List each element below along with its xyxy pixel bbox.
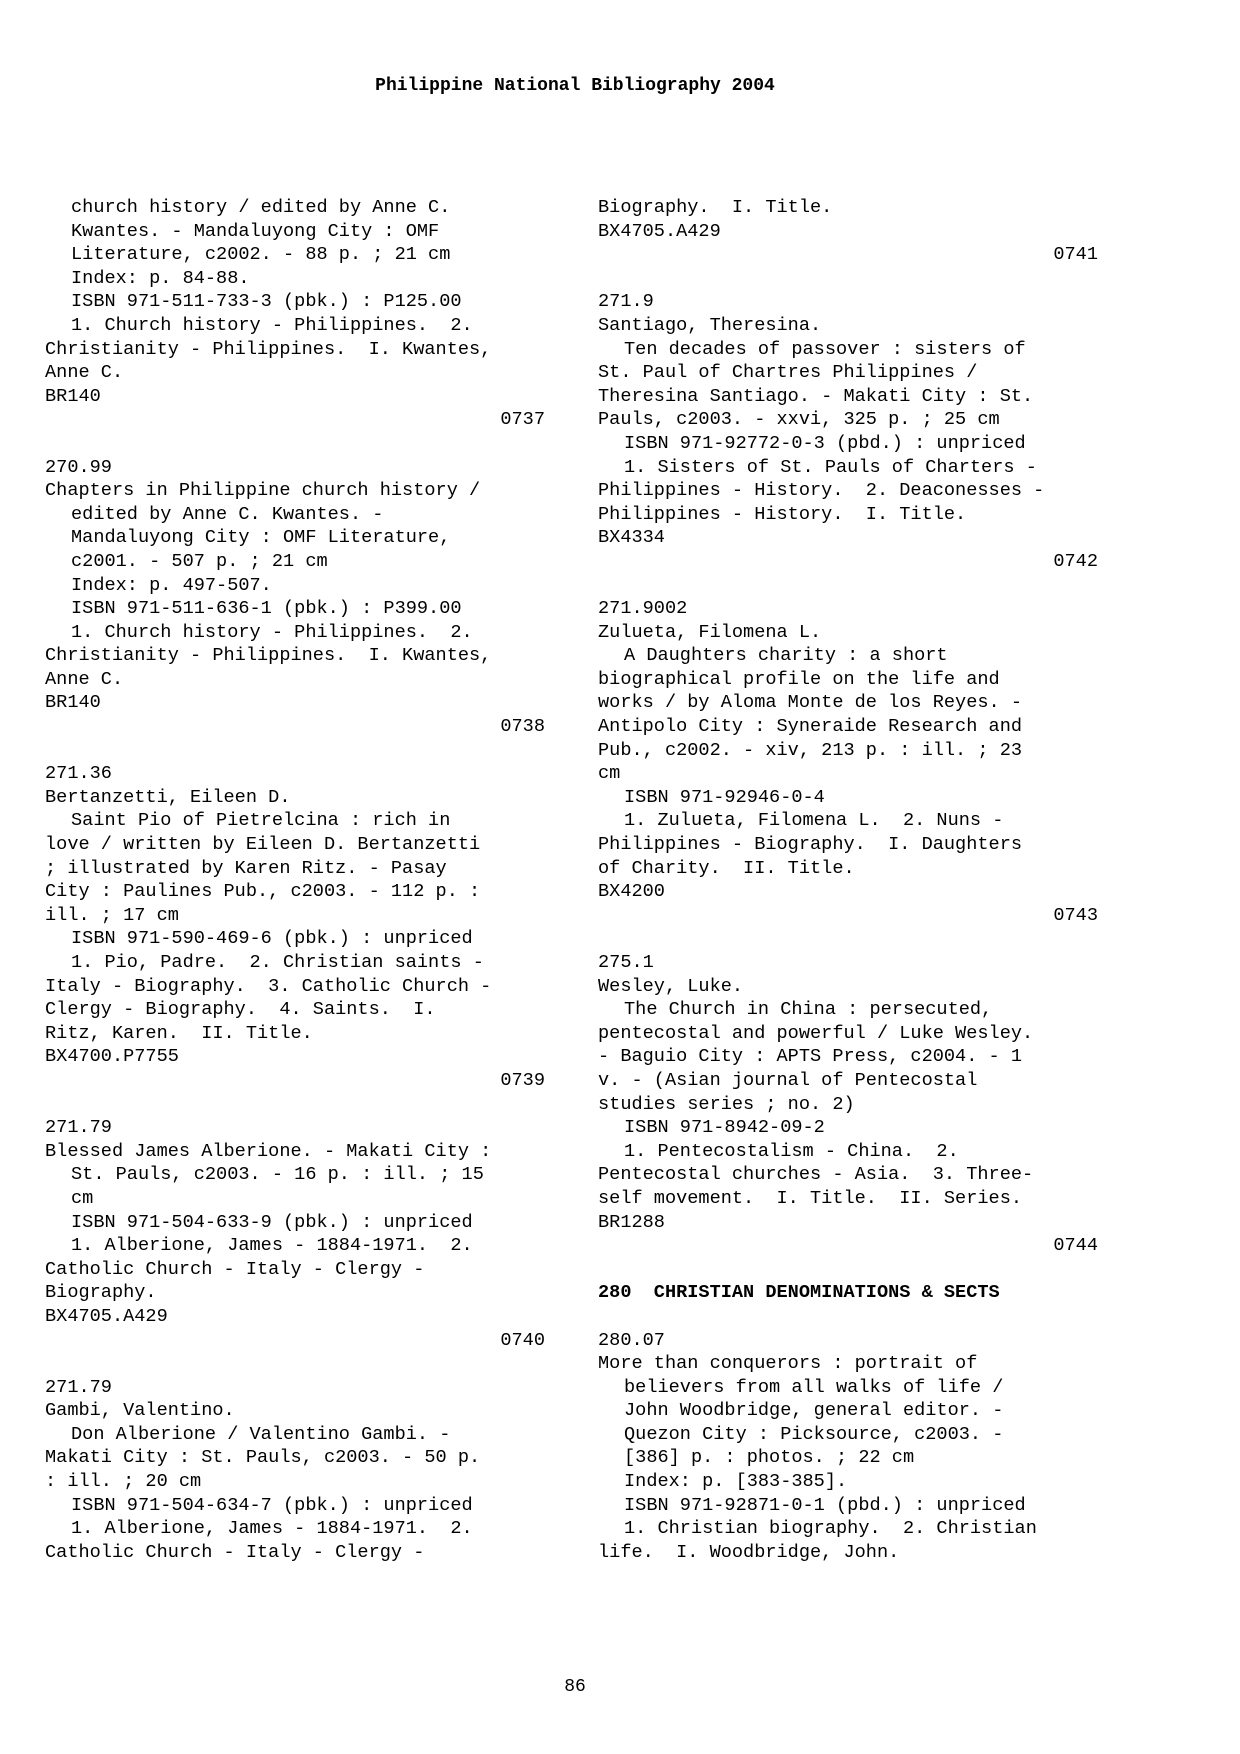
text-line: Anne C.	[45, 362, 124, 384]
text-line: Blessed James Alberione. - Makati City :	[45, 1140, 492, 1162]
text-line: - Baguio City : APTS Press, c2004. - 1	[598, 1046, 1023, 1068]
text-line: 1. Alberione, James - 1884-1971. 2.	[71, 1235, 473, 1257]
text-line: John Woodbridge, general editor. -	[624, 1400, 1004, 1422]
text-line: ISBN 971-504-634-7 (pbk.) : unpriced	[71, 1494, 473, 1516]
text-line: Chapters in Philippine church history /	[45, 480, 481, 502]
text-line: Christianity - Philippines. I. Kwantes,	[45, 645, 492, 667]
text-line: The Church in China : persecuted,	[624, 999, 993, 1021]
text-line: City : Paulines Pub., c2003. - 112 p. :	[45, 881, 481, 903]
text-line: 1. Zulueta, Filomena L. 2. Nuns -	[624, 810, 1004, 832]
text-line: ISBN 971-511-733-3 (pbk.) : P125.00	[71, 291, 462, 313]
text-line: Index: p. [383-385].	[624, 1471, 848, 1493]
text-line: A Daughters charity : a short	[624, 645, 948, 667]
text-line: Santiago, Theresina.	[598, 314, 822, 336]
text-line: Philippines - History. 2. Deaconesses -	[598, 480, 1045, 502]
text-line: BX4700.P7755	[45, 1046, 179, 1068]
text-line: Index: p. 497-507.	[71, 574, 272, 596]
text-line: Antipolo City : Syneraide Research and	[598, 716, 1023, 738]
text-line: Quezon City : Picksource, c2003. -	[624, 1423, 1004, 1445]
text-line: 270.99	[45, 456, 112, 478]
entry-number: 0737	[500, 409, 545, 431]
text-line: BX4200	[598, 881, 665, 903]
text-line: 1. Alberione, James - 1884-1971. 2.	[71, 1518, 473, 1540]
page-title: Philippine National Bibliography 2004	[375, 76, 775, 96]
spacer	[45, 1093, 585, 1117]
text-line: pentecostal and powerful / Luke Wesley.	[598, 1022, 1034, 1044]
entry-number: 0743	[1053, 904, 1098, 926]
text-line: life. I. Woodbridge, John.	[598, 1541, 900, 1563]
text-line: Ten decades of passover : sisters of	[624, 338, 1026, 360]
text-line: biographical profile on the life and	[598, 668, 1000, 690]
text-line: Catholic Church - Italy - Clergy -	[45, 1541, 425, 1563]
entry-number: 0738	[500, 716, 545, 738]
text-line: Clergy - Biography. 4. Saints. I.	[45, 999, 436, 1021]
text-line: edited by Anne C. Kwantes. -	[71, 503, 384, 525]
text-line: ; illustrated by Karen Ritz. - Pasay	[45, 857, 447, 879]
text-line: Pub., c2002. - xiv, 213 p. : ill. ; 23	[598, 739, 1023, 761]
left-column	[45, 196, 585, 1564]
text-line: 1. Pentecostalism - China. 2.	[624, 1140, 959, 1162]
text-line: cm	[71, 1187, 94, 1209]
text-line: studies series ; no. 2)	[598, 1093, 855, 1115]
text-line: 1. Christian biography. 2. Christian	[624, 1518, 1037, 1540]
text-line: Biography.	[45, 1282, 157, 1304]
text-line: Don Alberione / Valentino Gambi. -	[71, 1423, 451, 1445]
text-line: of Charity. II. Title.	[598, 857, 855, 879]
spacer	[598, 927, 1138, 951]
text-line: Ritz, Karen. II. Title.	[45, 1022, 313, 1044]
text-line: Philippines - History. I. Title.	[598, 503, 967, 525]
text-line: St. Paul of Chartres Philippines /	[598, 362, 978, 384]
text-line: ISBN 971-511-636-1 (pbk.) : P399.00	[71, 598, 462, 620]
text-line: Mandaluyong City : OMF Literature,	[71, 527, 451, 549]
text-line: 271.79	[45, 1117, 112, 1139]
text-line: cm	[598, 763, 621, 785]
text-line: 1. Sisters of St. Pauls of Charters -	[624, 456, 1037, 478]
text-line: Theresina Santiago. - Makati City : St.	[598, 385, 1034, 407]
text-line: BX4705.A429	[45, 1305, 168, 1327]
text-line: BR140	[45, 385, 101, 407]
text-line: Literature, c2002. - 88 p. ; 21 cm	[71, 244, 451, 266]
text-line: 271.79	[45, 1376, 112, 1398]
text-line: BX4334	[598, 527, 665, 549]
section-heading: 280 CHRISTIAN DENOMINATIONS & SECTS	[598, 1282, 1000, 1304]
spacer	[45, 1352, 585, 1376]
text-line: Italy - Biography. 3. Catholic Church -	[45, 975, 492, 997]
text-line: Philippines - Biography. I. Daughters	[598, 834, 1023, 856]
entry-number: 0739	[500, 1069, 545, 1091]
spacer	[45, 739, 585, 763]
text-line: : ill. ; 20 cm	[45, 1471, 202, 1493]
text-line: 275.1	[598, 952, 654, 973]
text-line: Index: p. 84-88.	[71, 267, 250, 289]
entry-number: 0740	[500, 1329, 545, 1351]
text-line: ISBN 971-504-633-9 (pbk.) : unpriced	[71, 1211, 473, 1233]
text-line: Zulueta, Filomena L.	[598, 621, 822, 643]
text-line: ISBN 971-92772-0-3 (pbd.) : unpriced	[624, 432, 1026, 454]
page-number: 86	[564, 1677, 586, 1697]
text-line: Pentecostal churches - Asia. 3. Three-	[598, 1164, 1034, 1186]
right-column	[598, 196, 1138, 1564]
spacer	[598, 1305, 1138, 1329]
text-line: Saint Pio of Pietrelcina : rich in	[71, 810, 451, 832]
text-line: self movement. I. Title. II. Series.	[598, 1187, 1023, 1209]
text-line: 1. Church history - Philippines. 2.	[71, 621, 473, 643]
text-line: c2001. - 507 p. ; 21 cm	[71, 550, 328, 572]
text-line: ISBN 971-590-469-6 (pbk.) : unpriced	[71, 928, 473, 950]
text-line: church history / edited by Anne C.	[71, 197, 451, 218]
text-line: Christianity - Philippines. I. Kwantes,	[45, 338, 492, 360]
text-line: St. Pauls, c2003. - 16 p. : ill. ; 15	[71, 1164, 484, 1186]
text-line: Catholic Church - Italy - Clergy -	[45, 1258, 425, 1280]
spacer	[598, 574, 1138, 598]
text-line: 1. Church history - Philippines. 2.	[71, 314, 473, 336]
text-line: [386] p. : photos. ; 22 cm	[624, 1447, 915, 1469]
text-line: BX4705.A429	[598, 220, 721, 242]
text-line: BR1288	[598, 1211, 665, 1233]
text-line: More than conquerors : portrait of	[598, 1353, 978, 1375]
spacer	[598, 267, 1138, 291]
text-line: believers from all walks of life /	[624, 1376, 1004, 1398]
text-line: ISBN 971-92946-0-4	[624, 786, 825, 808]
text-line: Anne C.	[45, 668, 124, 690]
text-line: 280.07	[598, 1329, 665, 1351]
text-line: Biography. I. Title.	[598, 197, 833, 218]
text-line: 1. Pio, Padre. 2. Christian saints -	[71, 952, 484, 973]
text-line: Bertanzetti, Eileen D.	[45, 786, 291, 808]
text-line: ill. ; 17 cm	[45, 904, 179, 926]
text-line: BR140	[45, 692, 101, 714]
spacer	[45, 432, 585, 456]
text-line: ISBN 971-92871-0-1 (pbd.) : unpriced	[624, 1494, 1026, 1516]
text-line: Makati City : St. Pauls, c2003. - 50 p.	[45, 1447, 481, 1469]
text-line: Gambi, Valentino.	[45, 1400, 235, 1422]
entry-number: 0742	[1053, 550, 1098, 572]
entry-number: 0741	[1053, 244, 1098, 266]
text-line: ISBN 971-8942-09-2	[624, 1117, 825, 1139]
spacer	[598, 1258, 1138, 1282]
text-line: Pauls, c2003. - xxvi, 325 p. ; 25 cm	[598, 409, 1000, 431]
text-line: 271.36	[45, 763, 112, 785]
text-line: love / written by Eileen D. Bertanzetti	[45, 834, 481, 856]
text-line: Wesley, Luke.	[598, 975, 744, 997]
text-line: works / by Aloma Monte de los Reyes. -	[598, 692, 1023, 714]
text-line: 271.9002	[598, 598, 688, 620]
text-line: v. - (Asian journal of Pentecostal	[598, 1069, 978, 1091]
text-line: 271.9	[598, 291, 654, 313]
entry-number: 0744	[1053, 1235, 1098, 1257]
text-line: Kwantes. - Mandaluyong City : OMF	[71, 220, 440, 242]
